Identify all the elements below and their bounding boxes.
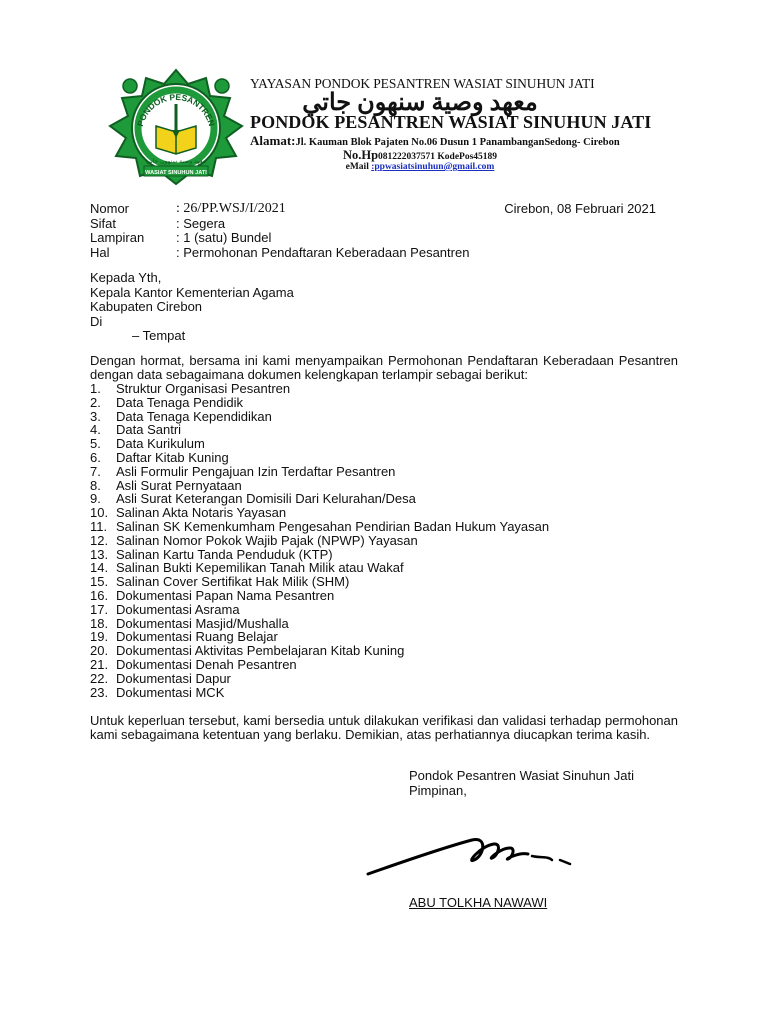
list-item [90,437,549,451]
list-item [90,506,549,520]
hal-value: : Permohonan Pendaftaran Keberadaan Pesantren [176,244,470,260]
list-item [90,686,549,700]
recipient-line: Di [90,313,103,329]
list-item-number: 15. [90,574,109,590]
recipient-line: Kepada Yth, [90,270,162,285]
closing-paragraph: Untuk keperluan tersebut, kami bersedia untuk dilakukan verifikasi dan validasi terhadap permohonan kami sebagaimana ketentuan yang berlaku. Demikian, atas perhatiannya diucapkan terima kasih. [90,713,678,743]
list-item-text: Data Santri [116,422,182,438]
phone-label: No.Hp [342,148,379,162]
list-item-number: 4. [90,422,101,438]
signature-block [409,768,634,798]
lampiran-label: Lampiran [90,230,145,245]
list-item [90,423,549,437]
opening-paragraph: Dengan hormat, bersama ini kami menyampaikan Permohonan Pendaftaran Keberadaan Pesantren dengan data sebagaimana dokumen kelengkapan terlampir sebagai berikut: [90,353,678,383]
foundation-name: YAYASAN PONDOK PESANTREN WASIAT SINUHUN JATI [250,76,595,91]
emblem-arabic-text: معهد وصية سنهون جاتي [145,158,207,165]
emblem-arc-text: PONDOK PESANTREN [134,91,218,128]
email-label: eMail [345,162,372,172]
list-item-text: Dokumentasi Asrama [116,601,240,617]
list-item-text: Salinan Cover Sertifikat Hak Milik (SHM) [116,574,350,590]
signature-stroke-tail [532,856,552,860]
list-item-text: Dokumentasi Dapur [116,670,231,686]
list-item-text: Salinan Kartu Tanda Penduduk (KTP) [116,546,333,562]
signer-name: ABU TOLKHA NAWAWI [409,895,548,910]
meta-row-sifat [90,217,469,232]
list-item-text: Asli Surat Pernyataan [116,477,242,493]
list-item-number: 22. [90,670,109,686]
school-address [250,133,620,149]
list-item-number: 21. [90,656,109,672]
list-item-text: Data Kurikulum [116,436,205,452]
emblem-ornament-left [123,79,137,93]
list-item-number: 2. [90,394,101,410]
list-item-text: Data Tenaga Pendidik [116,394,243,410]
list-item-number: 8. [90,477,101,493]
list-item [90,589,549,603]
letter-date: Cirebon, 08 Februari 2021 [504,201,656,216]
list-item-text: Asli Formulir Pengajuan Izin Terdaftar Pesantren [116,463,396,479]
signature-org: Pondok Pesantren Wasiat Sinuhun Jati [409,768,634,783]
list-item-text: Dokumentasi Masjid/Mushalla [116,615,289,631]
list-item-text: Daftar Kitab Kuning [116,449,229,465]
list-item-number: 19. [90,629,109,645]
list-item-number: 14. [90,560,109,576]
list-item-text: Dokumentasi Papan Nama Pesantren [116,587,335,603]
attachment-list [90,382,549,699]
list-item [90,451,549,465]
nomor-label: Nomor [90,201,130,216]
lampiran-value: : 1 (satu) Bundel [176,230,272,245]
handwritten-signature-icon [362,826,582,882]
list-item-number: 16. [90,587,109,603]
school-phone [250,148,590,163]
list-item-number: 23. [90,684,109,700]
list-item [90,534,549,548]
list-item-number: 20. [90,643,109,659]
list-item-text: Dokumentasi Denah Pesantren [116,656,297,672]
list-item-text: Data Tenaga Kependidikan [116,408,272,424]
phone-value: 081222037571 KodePos45189 [378,152,498,162]
list-item [90,561,549,575]
signature-stroke-mark [560,860,570,864]
list-item-number: 3. [90,408,101,424]
list-item [90,603,549,617]
pesantren-emblem-logo [108,68,244,186]
signature-position: Pimpinan, [409,783,467,798]
list-item-text: Salinan Nomor Pokok Wajib Pajak (NPWP) Yayasan [116,532,418,548]
school-email [250,162,590,172]
list-item-text: Asli Surat Keterangan Domisili Dari Kelurahan/Desa [116,491,416,507]
list-item [90,548,549,562]
sifat-label: Sifat [90,215,117,231]
list-item [90,644,549,658]
list-item [90,630,549,644]
list-item [90,575,549,589]
list-item-number: 9. [90,491,101,507]
meta-row-nomor [90,202,469,217]
list-item-number: 18. [90,615,109,631]
list-item [90,396,549,410]
list-item [90,658,549,672]
emblem-banner-text: WASIAT SINUHUN JATI [145,170,207,176]
list-item-number: 11. [90,518,108,534]
address-value: Jl. Kauman Blok Pajaten No.06 Dusun 1 PanambanganSedong- Cirebon [295,137,620,148]
list-item [90,617,549,631]
email-link[interactable]: :ppwasiatsinuhun@gmail.com [371,162,495,172]
emblem-ornament-right [215,79,229,93]
list-item-number: 7. [90,463,101,479]
list-item-text: Dokumentasi Aktivitas Pembelajaran Kitab Kuning [116,643,405,659]
list-item-text: Dokumentasi Ruang Belajar [116,629,278,645]
list-item-number: 12. [90,532,109,548]
list-item-number: 6. [90,449,101,465]
list-item-text: Dokumentasi MCK [116,684,225,700]
list-item-number: 1. [90,381,101,396]
list-item [90,672,549,686]
address-label: Alamat: [250,133,296,148]
list-item [90,465,549,479]
list-item-number: 10. [90,505,109,521]
nomor-value: : 26/PP.WSJ/I/2021 [176,201,286,216]
list-item-number: 17. [90,601,109,617]
hal-label: Hal [90,244,110,260]
list-item [90,479,549,493]
signature-stroke-main [368,839,528,874]
list-item [90,492,549,506]
list-item-text: Salinan Akta Notaris Yayasan [116,505,287,521]
list-item [90,520,549,534]
list-item [90,382,549,396]
list-item-number: 13. [90,546,109,562]
meta-row-hal [90,246,469,261]
school-name: PONDOK PESANTREN WASIAT SINUHUN JATI [250,112,652,132]
letter-meta [90,202,469,260]
recipient-address [90,271,294,344]
arabic-school-name: معهد وصية سنهون جاتي [302,90,538,116]
recipient-line: Kepala Kantor Kementerian Agama [90,284,294,300]
list-item [90,410,549,424]
sifat-value: : Segera [176,215,226,231]
recipient-line: – Tempat [132,328,186,343]
meta-row-lampiran [90,231,469,246]
list-item-text: Salinan SK Kemenkumham Pengesahan Pendirian Badan Hukum Yayasan [116,518,550,534]
list-item-text: Salinan Bukti Kepemilikan Tanah Milik atau Wakaf [116,560,404,576]
list-item-number: 5. [90,436,101,452]
recipient-line: Kabupaten Cirebon [90,299,203,314]
list-item-text: Struktur Organisasi Pesantren [116,381,291,396]
